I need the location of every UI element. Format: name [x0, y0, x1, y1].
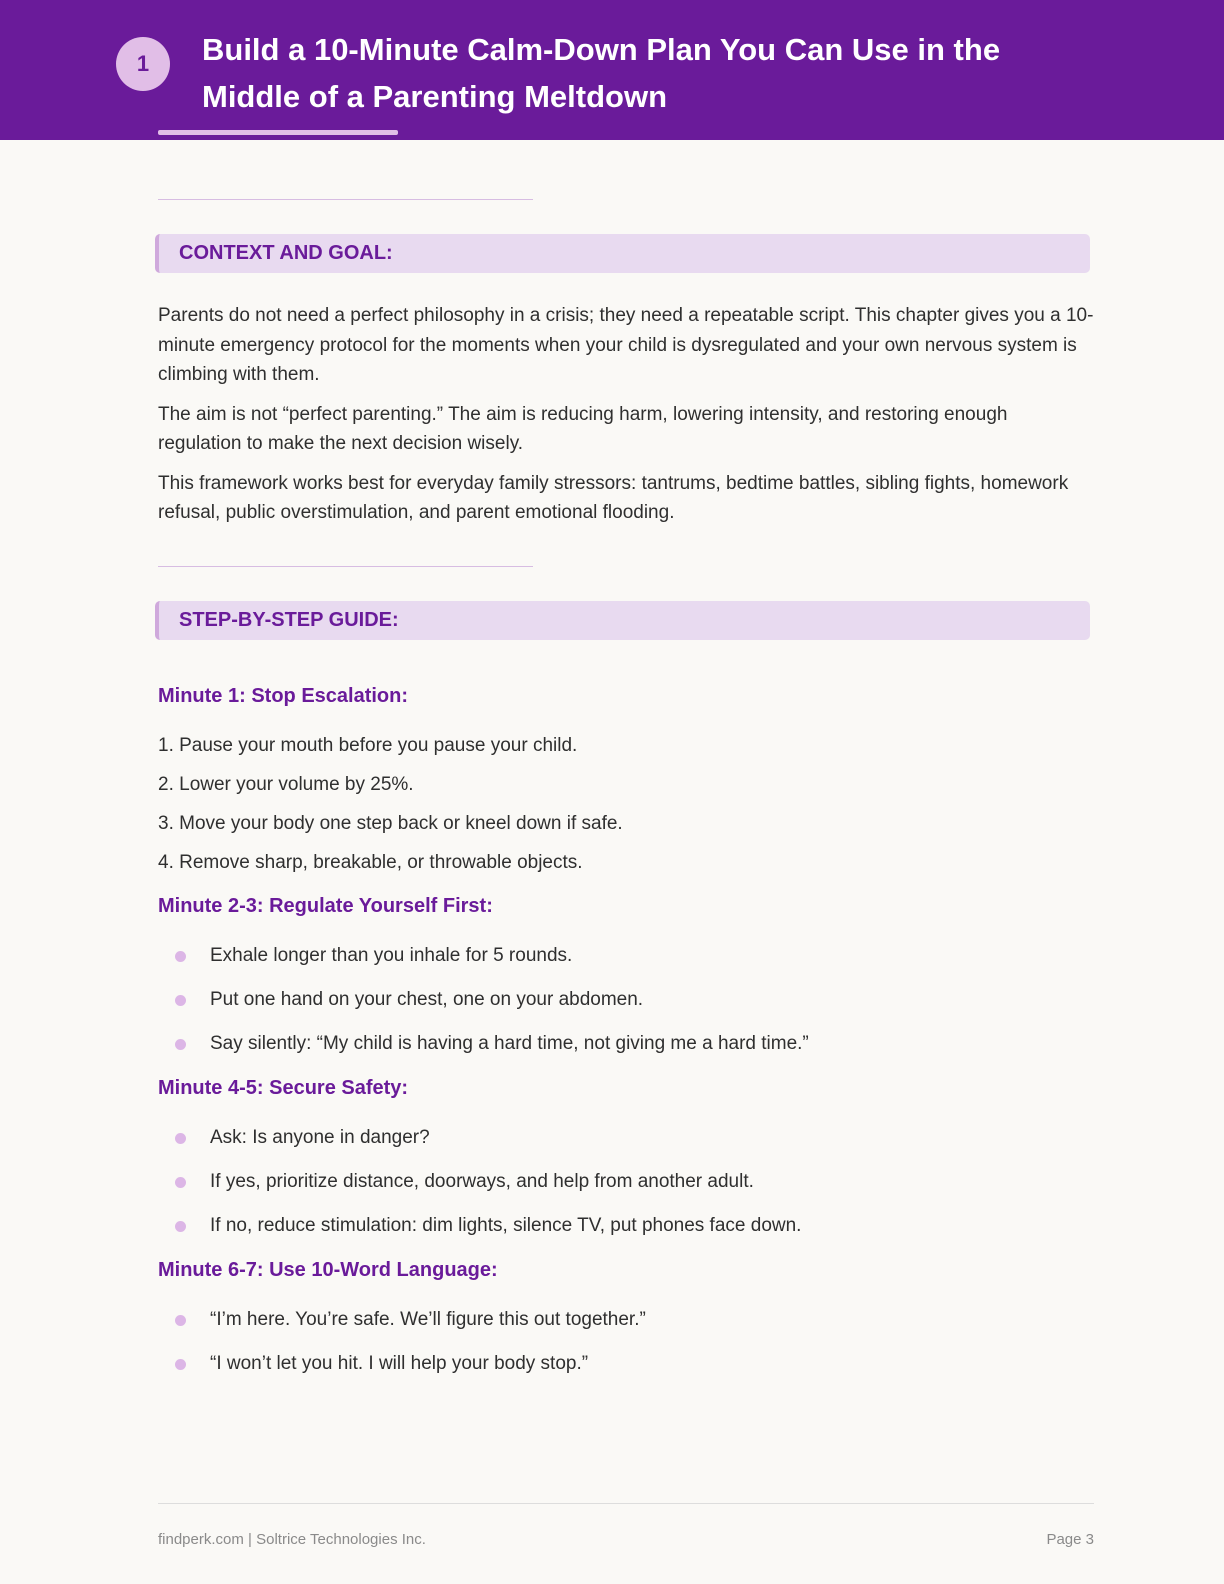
list-item: 4. Remove sharp, breakable, or throwable objects. [158, 851, 583, 873]
minute-1-heading: Minute 1: Stop Escalation: [158, 684, 409, 707]
bullet-dot-icon [175, 1133, 186, 1144]
minute-6-7-heading: Minute 6-7: Use 10-Word Language: [158, 1258, 498, 1281]
minute-1-list [158, 732, 1094, 877]
list-item-text: “I won’t let you hit. I will help your body stop.” [210, 1352, 589, 1374]
list-item [158, 1306, 1094, 1334]
bullet-dot-icon [175, 951, 186, 962]
context-paragraph-1: Parents do not need a perfect philosophy in a crisis; they need a repeatable script. This chapter gives you a 10-minute emergency protocol for the moments when your child is dysregulated and your own nervous system is climbing with them. [158, 305, 1094, 385]
page-content [158, 199, 1094, 1394]
section-divider [158, 566, 533, 567]
minute-6-7-list [158, 1306, 1094, 1378]
list-item [158, 1212, 1094, 1240]
list-item-text: If yes, prioritize distance, doorways, and help from another adult. [210, 1170, 754, 1192]
bullet-dot-icon [175, 1359, 186, 1370]
title-underline [158, 130, 398, 135]
list-item-text: Ask: Is anyone in danger? [210, 1126, 430, 1148]
list-item [158, 942, 1094, 970]
minute-4-5-list [158, 1124, 1094, 1240]
bullet-dot-icon [175, 1315, 186, 1326]
list-item: 1. Pause your mouth before you pause your child. [158, 734, 578, 756]
bullet-dot-icon [175, 1039, 186, 1050]
minute-4-5-heading: Minute 4-5: Secure Safety: [158, 1076, 409, 1099]
section-divider [158, 199, 533, 200]
page-number: Page 3 [1046, 1531, 1094, 1548]
chapter-title-line-2: Middle of a Parenting Meltdown [202, 79, 667, 114]
footer-site-credit: findperk.com | Soltrice Technologies Inc. [158, 1531, 426, 1548]
context-paragraph-2: The aim is not “perfect parenting.” The aim is reducing harm, lowering intensity, and restoring enough regulation to make the next decision wisely. [158, 403, 1008, 454]
context-heading: CONTEXT AND GOAL: [155, 234, 1090, 273]
guide-heading: STEP-BY-STEP GUIDE: [155, 601, 1090, 640]
list-item [158, 1124, 1094, 1152]
list-item-text: Put one hand on your chest, one on your abdomen. [210, 988, 644, 1010]
bullet-dot-icon [175, 995, 186, 1006]
chapter-title-line-1: Build a 10-Minute Calm-Down Plan You Can Use in the [202, 32, 1001, 67]
minute-2-3-heading: Minute 2-3: Regulate Yourself First: [158, 894, 493, 917]
chapter-title [202, 26, 1122, 120]
list-item [158, 1350, 1094, 1378]
bullet-dot-icon [175, 1221, 186, 1232]
chapter-banner [0, 0, 1224, 140]
list-item [158, 986, 1094, 1014]
list-item [158, 1030, 1094, 1058]
list-item: 3. Move your body one step back or kneel down if safe. [158, 812, 623, 834]
footer-divider [158, 1503, 1094, 1504]
list-item [158, 1168, 1094, 1196]
list-item: 2. Lower your volume by 25%. [158, 773, 414, 795]
bullet-dot-icon [175, 1177, 186, 1188]
context-paragraph-3: This framework works best for everyday family stressors: tantrums, bedtime battles, sibling fights, homework refusal, public overstimulation, and parent emotional flooding. [158, 472, 1069, 523]
list-item-text: If no, reduce stimulation: dim lights, silence TV, put phones face down. [210, 1214, 802, 1236]
list-item-text: Say silently: “My child is having a hard time, not giving me a hard time.” [210, 1032, 809, 1054]
chapter-number-badge: 1 [116, 37, 170, 91]
list-item-text: Exhale longer than you inhale for 5 rounds. [210, 944, 573, 966]
minute-2-3-list [158, 942, 1094, 1058]
list-item-text: “I’m here. You’re safe. We’ll figure this out together.” [210, 1308, 646, 1330]
